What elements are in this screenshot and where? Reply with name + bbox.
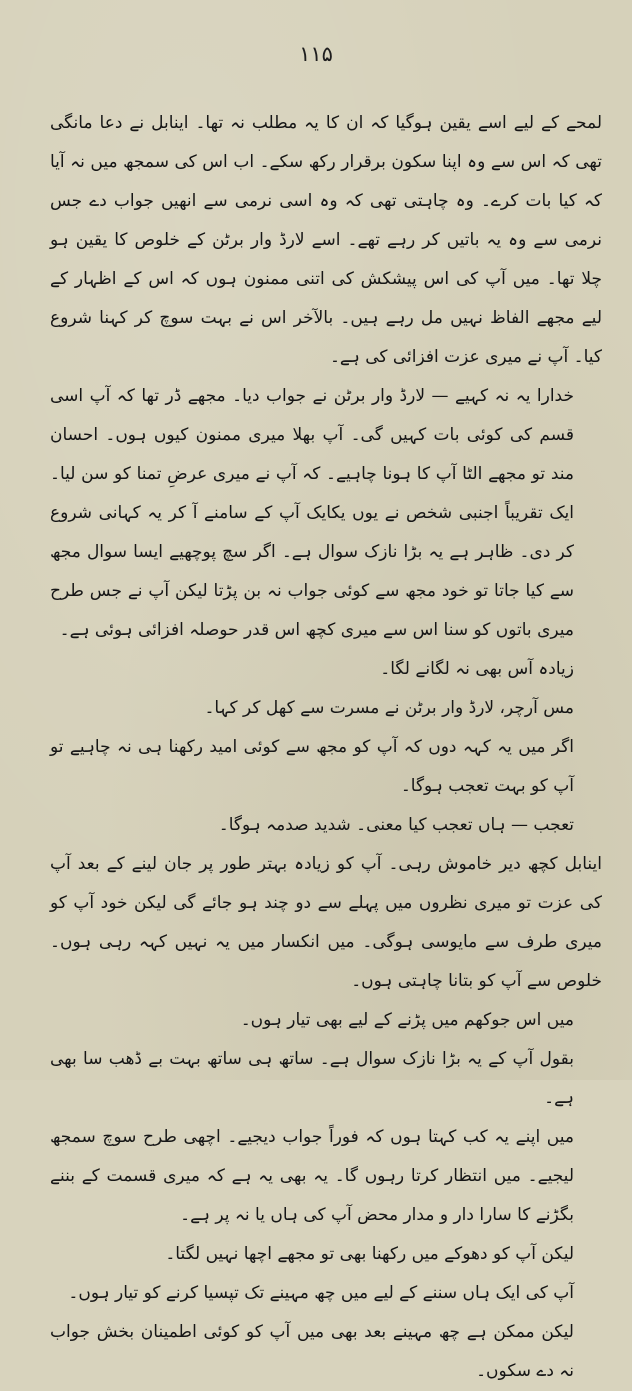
page-number: ۱۱۵ (299, 42, 333, 66)
paragraph-dialogue: بقول آپ کے یہ بڑا نازک سوال ہے۔ ساتھ ہی ساتھ بہت بے ڈھب سا بھی ہے۔ (50, 1049, 574, 1108)
paragraph-dialogue: تعجب — ہاں تعجب کیا معنی۔ شدید صدمہ ہوگا۔ (218, 815, 574, 835)
paragraph-narration: اینابل کچھ دیر خاموش رہی۔ آپ کو زیادہ بہتر طور پر جان لینے کے بعد آپ کی عزت تو میری نظروں میں پہلے سے دو چند ہو جائے گی لیکن خود آپ کو میری طرف سے مایوسی ہوگی۔ میں انکسار میں یہ نہیں کہہ رہی ہوں۔ خلوص سے آپ کو بتانا چاہتی ہوں۔ (50, 854, 602, 991)
paragraph-narration: لمحے کے لیے اسے یقین ہوگیا کہ ان کا یہ مطلب نہ تھا۔ اینابل نے دعا مانگی تھی کہ اس سے وہ اپنا سکون برقرار رکھ سکے۔ اب اس کی سمجھ میں نہ آیا کہ کیا بات کرے۔ وہ چاہتی تھی کہ وہ اسی نرمی سے انھیں جواب دے جس نرمی سے وہ یہ باتیں کر رہے تھے۔ اسے لارڈ وار برٹن کے خلوص کا یقین ہو چلا تھا۔ میں آپ کی اس پیشکش کی اتنی ممنون ہوں کہ اس کے اظہار کے لیے مجھے الفاظ نہیں مل رہے ہیں۔ بالآخر اس نے بہت سوچ کر کہنا شروع کیا۔ آپ نے میری عزت افزائی کی ہے۔ (50, 113, 602, 367)
paragraph-dialogue: خدارا یہ نہ کہیے — لارڈ وار برٹن نے جواب دیا۔ مجھے ڈر تھا کہ آپ اسی قسم کی کوئی بات کہیں گی۔ آپ بھلا میری ممنون کیوں ہوں۔ احسان مند تو مجھے الٹا آپ کا ہونا چاہیے۔ کہ آپ نے میری عرضِ تمنا کو سن لیا۔ ایک تقریباً اجنبی شخص نے یوں یکایک آپ کے سامنے آ کر یہ کہانی شروع کر دی۔ ظاہر ہے یہ بڑا نازک سوال ہے۔ اگر سچ پوچھیے ایسا سوال مجھ سے کیا جاتا تو خود مجھ سے کوئی جواب نہ بن پڑتا لیکن آپ نے جس طرح میری باتوں کو سنا اس سے میری کچھ اس قدر حوصلہ افزائی ہوئی ہے۔ (50, 386, 574, 640)
paragraph-dialogue: اگر میں یہ کہہ دوں کہ آپ کو مجھ سے کوئی امید رکھنا ہی نہ چاہیے تو آپ کو بہت تعجب ہوگا۔ (50, 737, 574, 796)
paragraph-dialogue: مس آرچر، لارڈ وار برٹن نے مسرت سے کھل کر کہا۔ (204, 698, 574, 718)
paragraph-dialogue: میں اپنے یہ کب کہتا ہوں کہ فوراً جواب دیجیے۔ اچھی طرح سوچ سمجھ لیجیے۔ میں انتظار کرتا رہوں گا۔ یہ بھی یہ ہے کہ میری قسمت کے بننے بگڑنے کا سارا دار و مدار محض آپ کی ہاں یا نہ پر ہے۔ (50, 1127, 574, 1225)
paragraph-dialogue: لیکن آپ کو دھوکے میں رکھنا بھی تو مجھے اچھا نہیں لگتا۔ (165, 1244, 574, 1264)
page-body-text (50, 104, 602, 1391)
paragraph-dialogue: لیکن ممکن ہے چھ مہینے بعد بھی میں آپ کو کوئی اطمینان بخش جواب نہ دے سکوں۔ (50, 1322, 574, 1381)
paragraph-dialogue: میں اس جوکھم میں پڑنے کے لیے بھی تیار ہوں۔ (240, 1010, 574, 1030)
paragraph-dialogue: آپ کی ایک ہاں سننے کے لیے میں چھ مہینے تک تپسیا کرنے کو تیار ہوں۔ (68, 1283, 574, 1303)
paragraph-dialogue: زیادہ آس بھی نہ لگانے لگا۔ (380, 659, 574, 679)
